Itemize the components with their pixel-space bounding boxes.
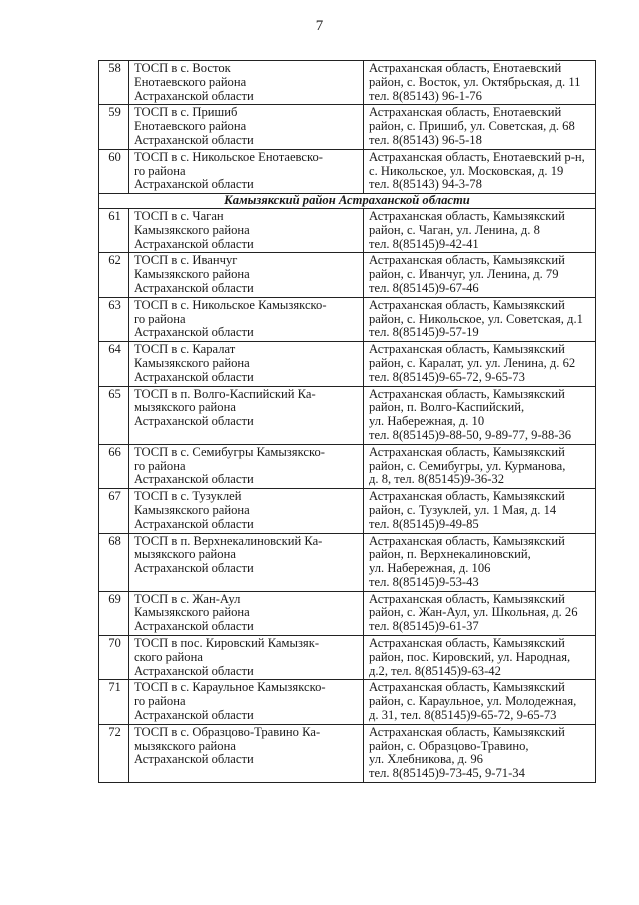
- office-name-cell: [129, 342, 364, 386]
- office-name-line: Астраханской области: [134, 88, 254, 103]
- row-number: 68: [99, 533, 129, 591]
- office-name-line: ТОСП в с. Семибугры Камызякско-: [134, 444, 325, 459]
- address-cell: [364, 149, 596, 193]
- address-line: тел. 8(85143) 94-3-78: [369, 177, 482, 192]
- address-line: Астраханская область, Енотаевский р-н,: [369, 149, 585, 164]
- office-name-line: Астраханской области: [134, 236, 254, 251]
- office-name-line: ТОСП в с. Иванчуг: [134, 253, 238, 268]
- table-row: [99, 636, 596, 680]
- table-row: [99, 489, 596, 533]
- office-name-line: ТОСП в пос. Кировский Камызяк-: [134, 636, 320, 651]
- office-name-line: го района: [134, 163, 186, 178]
- address-cell: [364, 253, 596, 297]
- table-row: [99, 149, 596, 193]
- address-line: район, п. Верхнекалиновский,: [369, 547, 531, 562]
- address-line: Астраханская область, Камызякский: [369, 533, 565, 548]
- address-line: район, с. Никольское, ул. Советская, д.1: [369, 311, 583, 326]
- address-line: Астраханская область, Камызякский: [369, 297, 565, 312]
- address-line: район, с. Караульное, ул. Молодежная,: [369, 694, 577, 709]
- office-name-cell: [129, 724, 364, 782]
- address-cell: [364, 680, 596, 724]
- page-number: 7: [315, 18, 324, 34]
- table-row: [99, 444, 596, 488]
- address-line: Астраханская область, Камызякский: [369, 724, 565, 739]
- office-name-line: Енотаевского района: [134, 74, 247, 89]
- office-name-cell: [129, 636, 364, 680]
- table-row: [99, 680, 596, 724]
- office-name-cell: [129, 591, 364, 635]
- office-name-line: ТОСП в с. Пришиб: [134, 105, 238, 120]
- address-line: Астраханская область, Камызякский: [369, 489, 565, 504]
- address-line: Астраханская область, Камызякский: [369, 444, 565, 459]
- office-name-line: мызякского района: [134, 400, 236, 415]
- address-line: Астраханская область, Камызякский: [369, 591, 565, 606]
- table-row: [99, 342, 596, 386]
- address-cell: [364, 208, 596, 252]
- office-name-line: Енотаевского района: [134, 119, 247, 134]
- address-line: Астраханская область, Камызякский: [369, 208, 565, 223]
- office-name-line: Астраханской области: [134, 414, 254, 429]
- office-name-line: Астраханской области: [134, 619, 254, 634]
- office-name-line: ТОСП в с. Жан-Аул: [134, 591, 241, 606]
- table-row: [99, 253, 596, 297]
- office-name-line: го района: [134, 311, 186, 326]
- row-number: 63: [99, 297, 129, 341]
- office-name-line: ТОСП в с. Никольское Енотаевско-: [134, 149, 323, 164]
- address-line: район, с. Каралат, ул. ул. Ленина, д. 62: [369, 355, 576, 370]
- address-line: тел. 8(85145)9-88-50, 9-89-77, 9-88-36: [369, 427, 572, 442]
- address-line: Астраханская область, Камызякский: [369, 342, 565, 357]
- office-name-line: ТОСП в с. Восток: [134, 61, 231, 75]
- address-line: д.2, тел. 8(85145)9-63-42: [369, 663, 501, 678]
- office-name-cell: [129, 489, 364, 533]
- address-line: тел. 8(85145)9-42-41: [369, 236, 479, 251]
- address-line: район, с. Образцово-Травино,: [369, 738, 529, 753]
- address-line: тел. 8(85143) 96-1-76: [369, 88, 482, 103]
- address-cell: [364, 386, 596, 444]
- address-line: район, п. Волго-Каспийский,: [369, 400, 525, 415]
- address-cell: [364, 636, 596, 680]
- row-number: 67: [99, 489, 129, 533]
- address-line: Астраханская область, Енотаевский: [369, 61, 562, 75]
- office-name-line: Астраханской области: [134, 472, 254, 487]
- office-name-line: Астраханской области: [134, 325, 254, 340]
- address-line: район, с. Семибугры, ул. Курманова,: [369, 458, 566, 473]
- office-name-cell: [129, 208, 364, 252]
- address-line: тел. 8(85145)9-61-37: [369, 619, 479, 634]
- office-name-line: Астраханской области: [134, 177, 254, 192]
- address-cell: [364, 297, 596, 341]
- address-line: район, с. Восток, ул. Октябрьская, д. 11: [369, 74, 581, 89]
- table-row: [99, 724, 596, 782]
- address-line: тел. 8(85143) 96-5-18: [369, 132, 482, 147]
- office-name-line: Астраханской области: [134, 663, 254, 678]
- office-name-line: го района: [134, 694, 186, 709]
- section-title: Камызякский район Астраханской области: [99, 194, 596, 209]
- address-line: район, пос. Кировский, ул. Народная,: [369, 649, 571, 664]
- row-number: 60: [99, 149, 129, 193]
- office-name-line: Камызякского района: [134, 605, 250, 620]
- address-line: д. 8, тел. 8(85145)9-36-32: [369, 472, 505, 487]
- table-row: [99, 208, 596, 252]
- office-name-line: Астраханской области: [134, 708, 254, 723]
- row-number: 69: [99, 591, 129, 635]
- address-line: ул. Набережная, д. 10: [369, 414, 485, 429]
- office-name-line: Астраханской области: [134, 752, 254, 767]
- address-line: район, с. Тузуклей, ул. 1 Мая, д. 14: [369, 502, 557, 517]
- row-number: 72: [99, 724, 129, 782]
- address-cell: [364, 61, 596, 105]
- address-cell: [364, 342, 596, 386]
- office-name-line: ТОСП в с. Тузуклей: [134, 489, 242, 504]
- address-cell: [364, 489, 596, 533]
- address-line: Астраханская область, Енотаевский: [369, 105, 562, 120]
- address-line: тел. 8(85145)9-57-19: [369, 325, 479, 340]
- section-header-row: [99, 194, 596, 209]
- office-name-line: ТОСП в с. Образцово-Травино Ка-: [134, 724, 321, 739]
- address-line: район, с. Жан-Аул, ул. Школьная, д. 26: [369, 605, 578, 620]
- office-name-line: Камызякского района: [134, 267, 250, 282]
- address-line: тел. 8(85145)9-65-72, 9-65-73: [369, 369, 525, 384]
- address-line: ул. Хлебникова, д. 96: [369, 752, 483, 767]
- address-line: район, с. Пришиб, ул. Советская, д. 68: [369, 119, 575, 134]
- address-cell: [364, 444, 596, 488]
- office-name-cell: [129, 297, 364, 341]
- office-name-line: ТОСП в с. Каралат: [134, 342, 236, 357]
- office-name-cell: [129, 253, 364, 297]
- address-line: Астраханская область, Камызякский: [369, 253, 565, 268]
- row-number: 64: [99, 342, 129, 386]
- office-name-line: Астраханской области: [134, 561, 254, 576]
- row-number: 58: [99, 61, 129, 105]
- office-name-line: Астраханской области: [134, 132, 254, 147]
- office-name-line: ТОСП в п. Верхнекалиновский Ка-: [134, 533, 323, 548]
- table-row: [99, 591, 596, 635]
- office-name-cell: [129, 105, 364, 149]
- address-line: Астраханская область, Камызякский: [369, 680, 565, 695]
- address-line: район, с. Иванчуг, ул. Ленина, д. 79: [369, 267, 559, 282]
- office-name-line: Астраханской области: [134, 280, 254, 295]
- office-name-cell: [129, 149, 364, 193]
- address-line: тел. 8(85145)9-73-45, 9-71-34: [369, 766, 525, 781]
- office-name-line: ТОСП в с. Никольское Камызякско-: [134, 297, 327, 312]
- address-line: ул. Набережная, д. 106: [369, 561, 491, 576]
- row-number: 71: [99, 680, 129, 724]
- address-line: Астраханская область, Камызякский: [369, 636, 565, 651]
- row-number: 62: [99, 253, 129, 297]
- address-line: с. Никольское, ул. Московская, д. 19: [369, 163, 564, 178]
- office-name-line: Камызякского района: [134, 355, 250, 370]
- office-name-cell: [129, 386, 364, 444]
- office-name-line: Камызякского района: [134, 502, 250, 517]
- address-line: тел. 8(85145)9-67-46: [369, 280, 479, 295]
- address-cell: [364, 105, 596, 149]
- address-line: тел. 8(85145)9-53-43: [369, 574, 479, 589]
- row-number: 61: [99, 208, 129, 252]
- office-name-line: Астраханской области: [134, 516, 254, 531]
- office-name-line: ТОСП в с. Караульное Камызякско-: [134, 680, 326, 695]
- table-row: [99, 386, 596, 444]
- row-number: 65: [99, 386, 129, 444]
- table-row: [99, 61, 596, 105]
- office-name-line: Камызякского района: [134, 222, 250, 237]
- address-cell: [364, 724, 596, 782]
- address-cell: [364, 591, 596, 635]
- address-line: д. 31, тел. 8(85145)9-65-72, 9-65-73: [369, 708, 557, 723]
- office-name-line: го района: [134, 458, 186, 473]
- office-name-line: мызякского района: [134, 547, 236, 562]
- address-line: тел. 8(85145)9-49-85: [369, 516, 479, 531]
- office-name-line: мызякского района: [134, 738, 236, 753]
- office-name-line: ТОСП в с. Чаган: [134, 208, 224, 223]
- address-cell: [364, 533, 596, 591]
- office-name-line: ТОСП в п. Волго-Каспийский Ка-: [134, 386, 316, 401]
- address-line: район, с. Чаган, ул. Ленина, д. 8: [369, 222, 540, 237]
- office-name-cell: [129, 444, 364, 488]
- office-name-cell: [129, 680, 364, 724]
- table-row: [99, 297, 596, 341]
- office-name-cell: [129, 61, 364, 105]
- row-number: 66: [99, 444, 129, 488]
- row-number: 70: [99, 636, 129, 680]
- office-name-cell: [129, 533, 364, 591]
- address-line: Астраханская область, Камызякский: [369, 386, 565, 401]
- office-name-line: Астраханской области: [134, 369, 254, 384]
- row-number: 59: [99, 105, 129, 149]
- registry-body: [99, 61, 596, 783]
- office-name-line: ского района: [134, 649, 203, 664]
- table-row: [99, 533, 596, 591]
- registry-table: [98, 60, 596, 783]
- table-row: [99, 105, 596, 149]
